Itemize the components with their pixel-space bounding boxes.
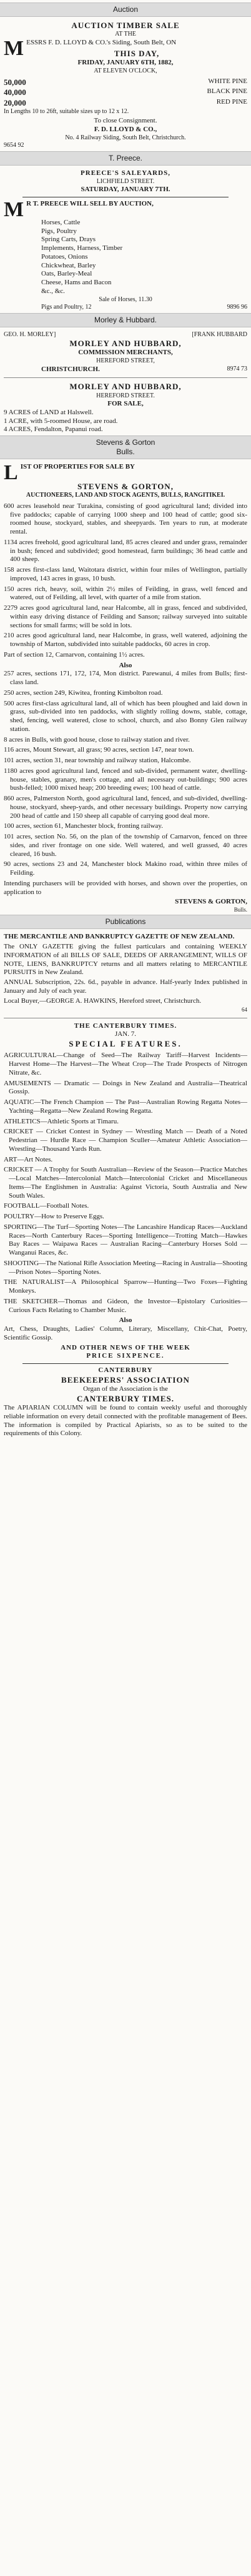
- timber-amount: 20,000: [4, 97, 26, 107]
- gorton-lots: [4, 502, 247, 660]
- timber-row: [4, 87, 247, 97]
- auction-this-day: THIS DAY,: [114, 48, 160, 58]
- preece-date: SATURDAY, JANUARY 7TH.: [81, 186, 170, 193]
- preece-poultry: Pigs and Poultry, 12: [41, 304, 92, 311]
- feature-item: AQUATIC—The French Champion — The Past—Australian Rowing Regatta Notes—Yachting—Regatta—New Zealand Rowing Regatta.: [4, 1098, 247, 1115]
- gazette-ref: 64: [242, 1007, 247, 1013]
- morley-firm-line-2: COMMISSION MERCHANTS,: [78, 349, 173, 357]
- bee-organ: Organ of the Association is the: [83, 1385, 168, 1393]
- morley-street: HEREFORD STREET,: [96, 357, 155, 364]
- feature-item: AMUSEMENTS — Dramatic — Doings in New Zealand and Australia—Theatrical Gossip.: [4, 1079, 247, 1096]
- timber-row: [4, 77, 247, 87]
- timber-desc: WHITE PINE: [208, 77, 247, 85]
- morley-ref: 8974 73: [227, 365, 247, 372]
- auction-timber-list: [4, 77, 247, 108]
- section-header-auction: Auction: [0, 2, 251, 17]
- timber-amount: 50,000: [4, 77, 26, 87]
- feature-item: AGRICULTURAL—Change of Seed—The Railway Tariff—Harvest Incidents—Harvest Home—The Harvest—The Wheat Crop—The Trade Prospects of Nitrogen Nitrate, &c.: [4, 1052, 247, 1077]
- morley-firm-line-1: MORLEY AND HUBBARD,: [69, 339, 182, 348]
- preece-street: LICHFIELD STREET.: [96, 177, 155, 185]
- property-lot: 101 acres, section No. 56, on the plan of the township of Carnarvon, fenced on three sides, and river frontage on one side. Well watered, and well grassed, 40 acres cleared, 16 bush.: [4, 833, 247, 858]
- property-lot: 2279 acres good agricultural land, near Halcombe, all in grass, fenced and subdivided, within easy driving distance of Feilding and Sanson; railway surveyed into suitable sections for small farms; will be sold in lots.: [4, 604, 247, 629]
- preece-item: Pigs, Poultry: [41, 227, 77, 235]
- property-lot: 860 acres, Palmerston North, good agricultural land, fenced, and sub-divided, dwelling-house, stockyard, sheep-yards, and other necessary buildings. Property now carrying 200 head of cattle and 150 sheep all capable of carrying good deal more.: [4, 795, 247, 820]
- bee-title-2: BEEKEEPERS' ASSOCIATION: [61, 1375, 190, 1385]
- gazette-office: Local Buyer,—GEORGE A. HAWKINS, Hereford street, Christchurch.: [4, 997, 202, 1005]
- auction-close: To close Consignment.: [94, 117, 157, 125]
- section-header-morley: Morley & Hubbard.: [0, 313, 251, 327]
- gorton-also: Also: [119, 661, 132, 669]
- times-special: SPECIAL FEATURES.: [69, 1039, 182, 1048]
- times-features: [4, 1052, 247, 1315]
- property-lot: 257 acres, sections 171, 172, 174, Mon district. Parewanui, 4 miles from Bulls; first-class land.: [4, 670, 247, 686]
- auction-address: No. 4 Railway Siding, South Belt, Christchurch.: [65, 134, 186, 141]
- feature-item: THE SKETCHER—Thomas and Gideon, the Investor—Epistolary Curiosities—Curious Facts Relating to Chamber Music.: [4, 1297, 247, 1314]
- feature-item: CRICKET — Cricket Contest in Sydney — Wrestling Match — Death of a Noted Pedestrian — Hurdle Race — Champion Sculler—Amateur Athletic Association—Wrestling—Thousand Yards Run.: [4, 1128, 247, 1153]
- gorton-firm: STEVENS & GORTON,: [77, 482, 174, 491]
- preece-items: [4, 219, 247, 296]
- preece-item: Cheese, Hams and Bacon: [41, 279, 112, 286]
- auction-lengths-note: In Lengths 10 to 26ft, suitable sizes up to 12 x 12.: [4, 107, 129, 115]
- preece-item: Oats, Barley-Meal: [41, 270, 92, 278]
- section-header-publications: Publications: [0, 915, 251, 929]
- timber-row: [4, 98, 247, 108]
- property-lot: 150 acres rich, heavy, soil, within 2½ miles of Feilding, in grass, well fenced and watered, out of Feilding, all level, with quarter of a mile from station.: [4, 585, 247, 602]
- gorton-signature: STEVENS & GORTON,: [175, 898, 247, 906]
- property-lot: 100 acres, section 61, Manchester block, fronting railway.: [4, 822, 163, 830]
- auction-firm: F. D. LLOYD & CO.,: [94, 126, 157, 133]
- bee-title-1: CANTERBURY: [98, 1366, 153, 1374]
- preece-dropcap: M: [4, 197, 24, 221]
- preece-ref: 9896 96: [227, 304, 247, 311]
- gorton-heading: Stevens & Gorton: [96, 438, 155, 447]
- gorton-closing: Intending purchasers will be provided with horses, and shown over the properties, on application to: [4, 879, 247, 896]
- morley-street-2: HEREFORD STREET.: [96, 392, 155, 399]
- times-also: Also: [119, 1316, 132, 1325]
- gazette-body: The ONLY GAZETTE giving the fullest particulars and containing WEEKLY INFORMATION of all BILLS OF SALE, DEEDS OF ARRANGEMENT, WILLS OF NOTE, LIENS, BANKRUPTCY returns and all matters relating to MERCANTILE PURSUITS in New Zealand.: [4, 943, 247, 977]
- feature-item: FOOTBALL—Football Notes.: [4, 1202, 89, 1210]
- divider: [4, 377, 247, 378]
- morley-left-name: GEO. H. MORLEY]: [4, 331, 56, 338]
- gorton-subheading: Bulls.: [116, 447, 135, 456]
- auction-dropcap: M: [4, 36, 24, 60]
- morley-for-sale: FOR SALE,: [107, 400, 144, 407]
- times-also-line: Art, Chess, Draughts, Ladies' Column, Literary, Miscellany, Chit-Chat, Poetry, Scientific Gossip.: [4, 1325, 247, 1341]
- auction-intro: ESSRS F. D. LLOYD & CO.'s Siding, South Belt, ON: [26, 38, 177, 46]
- property-lot: Part of section 12, Carnarvon, containing 1½ acres.: [4, 650, 145, 659]
- property-lot: 101 acres, section 31, near township and railway station, Halcombe.: [4, 757, 191, 764]
- times-date: JAN. 7.: [115, 1030, 136, 1038]
- morley-city: CHRISTCHURCH.: [41, 365, 100, 373]
- times-price: PRICE SIXPENCE.: [86, 1352, 165, 1360]
- feature-item: ATHLETICS—Athletic Sports at Timaru.: [4, 1117, 119, 1125]
- property-lot: 158 acres first-class land, Waitotara district, within four miles of Wellington, partially improved, 143 acres in grass, 10 bush.: [4, 566, 247, 582]
- gorton-firm-desc: AUCTIONEERS, LAND AND STOCK AGENTS, BULLS, RANGITIKEI.: [26, 492, 225, 499]
- auction-title: AUCTION TIMBER SALE: [71, 21, 180, 30]
- gorton-place: Bulls.: [234, 907, 247, 913]
- morley-lot: 1 ACRE, with 5-roomed House, are road.: [4, 417, 118, 425]
- gorton-lots-2: [4, 670, 247, 878]
- property-lot: 250 acres, section 249, Kiwitea, fronting Kimbolton road.: [4, 689, 163, 697]
- morley-right-name: [FRANK HUBBARD: [192, 331, 247, 338]
- bee-body: The APIARIAN COLUMN will be found to contain weekly useful and thoroughly reliable information on every detail connected with the profitable management of Bees. The information is compiled by Practical Apiarists, so as to be suited to the requirements of this Colony.: [4, 1404, 247, 1438]
- section-header-preece: T. Preece.: [0, 151, 251, 166]
- timber-amount: 40,000: [4, 87, 26, 97]
- section-header-gorton: [0, 435, 251, 459]
- bee-paper: CANTERBURY TIMES.: [77, 1393, 174, 1403]
- feature-item: CRICKET — A Trophy for South Australian—Review of the Season—Practice Matches—Local Matches—Intercolonial Match—Intercolonial Cricket and Miscellaneous Items—The Englishmen in Australia: Against Victoria, South Australia and New South Wales.: [4, 1166, 247, 1200]
- property-lot: 1180 acres good agricultural land, fenced and sub-divided, permanent water, dwelling-house, stables, granary, men's cottage, and all necessary out-buildings; 900 acres bush-felled; 1000 mixed heap; 200 breeding ewes; 100 head of cattle.: [4, 767, 247, 792]
- morley-lot: 9 ACRES of LAND at Halswell.: [4, 408, 94, 416]
- property-lot: 8 acres in Bulls, with good house, close to railway station and river.: [4, 735, 190, 743]
- timber-desc: BLACK PINE: [207, 87, 247, 96]
- gazette-title: THE MERCANTILE AND BANKRUPTCY GAZETTE OF NEW ZEALAND.: [4, 933, 235, 941]
- auction-at-line: AT THE: [115, 31, 136, 38]
- auction-ref: 9654 92: [4, 142, 24, 149]
- preece-intro: R T. PREECE WILL SELL BY AUCTION,: [26, 199, 154, 207]
- preece-item: Chickwheat, Barley: [41, 261, 96, 269]
- preece-item: Implements, Harness, Timber: [41, 244, 123, 252]
- property-lot: 600 acres leasehold near Turakina, consisting of good agricultural land; divided into five paddocks; capable of carrying 1000 sheep and 100 head of cattle; good six-roomed house, stockyard, stables, and sheepyards. Ten years to run, at moderate rental.: [4, 502, 247, 535]
- preece-yards: PREECE'S SALEYARDS,: [81, 169, 170, 177]
- property-lot: 116 acres, Mount Stewart, all grass; 90 acres, section 147, near town.: [4, 746, 194, 754]
- morley-firm-line-3: MORLEY AND HUBBARD,: [69, 382, 182, 392]
- property-lot: 500 acres first-class agricultural land, all of which has been ploughed and laid down in grass, sub-divided into ten paddocks, with slightly rolling downs, stable, cottage, shed, fencing, well watered, close to school, church, and also Bonny Glen railway station.: [4, 699, 247, 733]
- preece-sale-time: Sale of Horses, 11.30: [99, 296, 152, 303]
- preece-item: Horses, Cattle: [41, 218, 81, 226]
- gazette-subscription: ANNUAL Subscription, 22s. 6d., payable in advance. Half-yearly Index published in January and July of each year.: [4, 978, 247, 995]
- preece-item: Spring Carts, Drays: [41, 236, 96, 244]
- property-lot: 1134 acres freehold, good agricultural land, 85 acres cleared and under grass, remainder in bush; fenced and subdivided; good homestead, farm buildings; 36 head cattle and 400 sheep.: [4, 538, 247, 564]
- property-lot: 90 acres, sections 23 and 24, Manchester block Makino road, within three miles of Feilding.: [4, 860, 247, 877]
- feature-item: SPORTING—The Turf—Sporting Notes—The Lancashire Handicap Races—Auckland Races—North Canterbury Races—Sporting Intelligence—Trotting Match—Hawkes Bay Races — Waipawa Races — Australian Racing—Canterbury Horses Sold — Wanganui Races, &c.: [4, 1223, 247, 1256]
- preece-item: &c., &c.: [41, 287, 65, 295]
- auction-time: AT ELEVEN O'CLOCK,: [94, 67, 157, 74]
- morley-lot: 4 ACRES, Fendalton, Papanui road.: [4, 425, 103, 434]
- times-and-line: AND OTHER NEWS OF THE WEEK: [61, 1343, 190, 1351]
- feature-item: SHOOTING—The National Rifle Association Meeting—Racing in Australia—Shooting—Prison Notes—Sporting Notes.: [4, 1259, 247, 1276]
- auction-date: FRIDAY, JANUARY 6TH, 1882,: [77, 58, 174, 66]
- feature-item: THE NATURALIST—A Philosophical Sparrow—Hunting—Two Foxes—Fighting Monkeys.: [4, 1278, 247, 1295]
- divider: [22, 1363, 229, 1364]
- gorton-list-title: IST OF PROPERTIES FOR SALE BY: [20, 463, 135, 470]
- property-lot: 210 acres good agricultural land, near Halcombe, in grass, well watered, adjoining the township of Marton, subdivided into suitable paddocks, 60 acres in crop.: [4, 632, 247, 648]
- timber-desc: RED PINE: [216, 97, 247, 106]
- feature-item: ART—Art Notes.: [4, 1155, 53, 1163]
- feature-item: POULTRY—How to Preserve Eggs.: [4, 1213, 104, 1220]
- times-title: THE CANTERBURY TIMES.: [74, 1022, 177, 1030]
- gorton-dropcap: L: [4, 461, 18, 484]
- preece-item: Potatoes, Onions: [41, 252, 88, 261]
